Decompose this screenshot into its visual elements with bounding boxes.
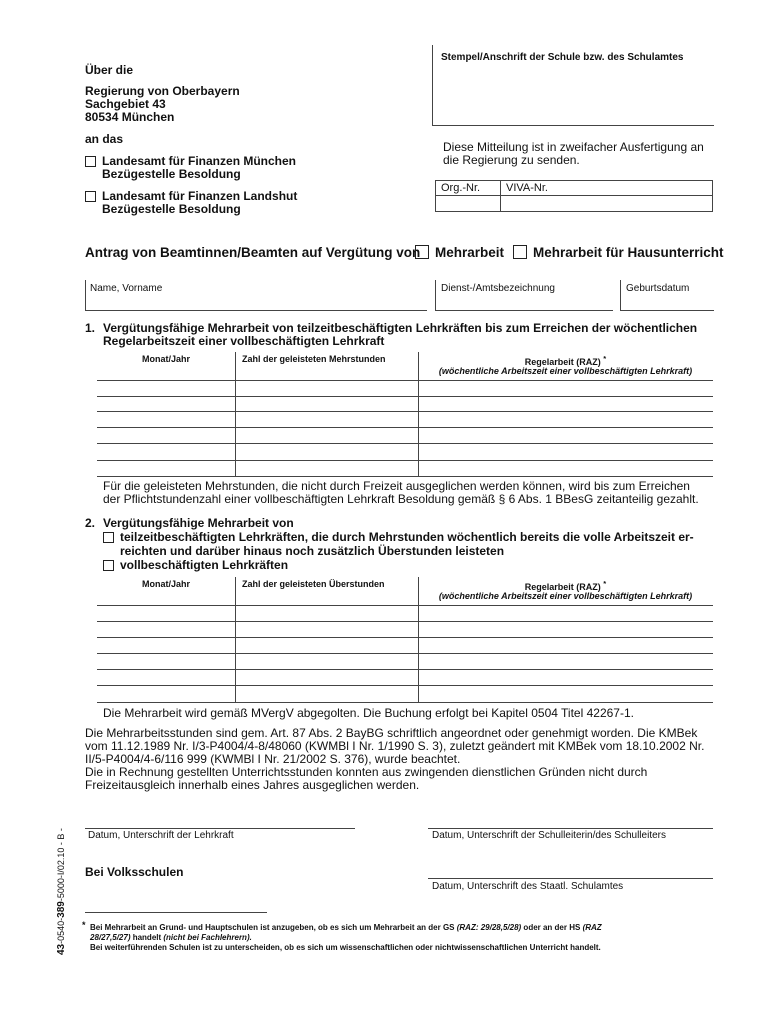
section1-title-1: Vergütungsfähige Mehrarbeit von teilzeitbeschäftigten Lehrkräften bis zum Erreichen der wöchentlichen [103,321,698,335]
section2-title: Vergütungsfähige Mehrarbeit von [103,516,294,530]
name-label: Name, Vorname [90,283,163,294]
org-viva-midline [435,195,713,196]
table-row [97,411,713,412]
teacher-signature-label: Datum, Unterschrift der Lehrkraft [88,830,234,841]
head-signature-label: Datum, Unterschrift der Schulleiterin/des Schulleiters [432,830,666,841]
option-hausunterricht[interactable]: Mehrarbeit für Hausunterricht [513,245,724,260]
head-signature-line[interactable] [428,828,713,829]
request-title: Antrag von Beamtinnen/Beamten auf Vergütung von [85,245,421,260]
section1-number: 1. [85,321,96,335]
footnote-line3: Bei weiterführenden Schulen ist zu unterscheiden, ob es sich um wissenschaftlichen oder nichtwissenschaftlichen Unterricht handelt. [90,943,601,952]
recipient-landshut-checkbox[interactable] [85,191,96,202]
section2-option-voll[interactable]: vollbeschäftigten Lehrkräften [103,559,288,572]
s2-col-hours: Zahl der geleisteten Überstunden [242,579,385,589]
recipient-muenchen[interactable]: Landesamt für Finanzen München [85,155,296,168]
s1-col-month: Monat/Jahr [141,354,190,364]
s2-col-month: Monat/Jahr [141,579,190,589]
recipient-landshut[interactable]: Landesamt für Finanzen Landshut [85,190,297,203]
section1-title-2: Regelarbeitszeit einer vollbeschäftigten Lehrkraft [103,334,385,348]
name-field-left [85,280,86,310]
name-field[interactable] [85,310,427,311]
table-row [97,605,713,606]
s2-col-raz-sub: (wöchentliche Arbeitszeit einer vollbeschäftigten Lehrkraft) [438,591,693,601]
footnote-star: * [82,920,86,930]
address-line2: Sachgebiet 43 [85,97,166,111]
option-hausunterricht-checkbox[interactable] [513,245,527,259]
footnote-line1: Bei Mehrarbeit an Grund- und Hauptschulen ist anzugeben, ob es sich um Mehrarbeit an der GS (RAZ: 29/28,5/28) oder an der HS (RAZ [90,923,602,932]
section2-option-voll-checkbox[interactable] [103,560,114,571]
table-row [97,476,713,477]
section2-number: 2. [85,516,96,530]
s1-col-hours: Zahl der geleisteten Mehrstunden [242,354,386,364]
section2-note: Die Mehrarbeit wird gemäß MVergV abgegolten. Die Buchung erfolgt bei Kapitel 0504 Titel 42267-1. [103,706,634,720]
table-row [97,685,713,686]
section1-note: Für die geleisteten Mehrstunden, die nicht durch Freizeit ausgeglichen werden können, wird bis zum Erreichen der Pflichtstundenzahl einer vollbeschäftigten Lehrkraft Besoldung gemäß § 6 Abs. 1 BBesG zeitanteilig gezahlt. [103,479,699,506]
option-mehrarbeit-checkbox[interactable] [415,245,429,259]
s1-col-raz-sub: (wöchentliche Arbeitszeit einer vollbeschäftigten Lehrkraft) [438,366,693,376]
viva-nr-label: VIVA-Nr. [506,182,548,194]
geburt-label: Geburtsdatum [626,283,690,294]
table-row [97,380,713,381]
schulamt-signature-line[interactable] [428,878,713,879]
address-line1: Regierung von Oberbayern [85,84,240,98]
address-to: an das [85,132,124,146]
table-row [97,443,713,444]
s2-col-raz-star: * [603,579,607,588]
table-row [97,702,713,703]
footnote-line2: 28/27,5/27) handelt (nicht bei Fachlehrern). [90,933,252,942]
s1-col-raz-star: * [603,354,607,363]
dienst-field[interactable] [435,310,613,311]
form-code: 43-0540-389-5000-I/02.10 - B - [56,828,67,955]
dienst-field-left [435,280,436,310]
org-viva-divider [500,180,501,212]
table-row [97,460,713,461]
teacher-signature-line[interactable] [85,828,355,829]
table-row [97,396,713,397]
table-row [97,621,713,622]
stamp-box-left [432,45,433,125]
stamp-label: Stempel/Anschrift der Schule bzw. des Schulamtes [441,52,684,63]
org-nr-label: Org.-Nr. [441,182,481,194]
section2-option-teilzeit[interactable]: teilzeitbeschäftigten Lehrkräften, die durch Mehrstunden wöchentlich bereits die volle Arbeitszeit er- [103,531,694,544]
stamp-box-bottom [432,125,714,126]
section2-option-teilzeit-2: reichten und darüber hinaus noch zusätzlich Überstunden leisteten [120,544,505,558]
legal-text: Die Mehrarbeitsstunden sind gem. Art. 87 Abs. 2 BayBG schriftlich angeordnet oder genehmigt worden. Die KMBek vom 11.12.1989 Nr. I/3-P4004/4-8/48060 (KWMBl I Nr. 1/1990 S. 3), zuletzt geändert mit KMBek vom 18.10.2002 Nr. II/5-P4004/4-6/116 999 (KWMBl I Nr. 21/2002 S. 376), wurde beachtet. Die in Rechnung gestellten Unterrichtsstunden konnten aus zwingenden dienstlichen Gründen nicht durch Freizeitausgleich innerhalb eines Jahres ausgeglichen werden. [85,726,705,792]
geburt-field[interactable] [620,310,714,311]
recipient-muenchen-checkbox[interactable] [85,156,96,167]
schulamt-signature-label: Datum, Unterschrift des Staatl. Schulamtes [432,881,624,892]
s2-col-raz: Regelarbeit (RAZ) * [524,579,607,592]
recipient-landshut-sub: Bezügestelle Besoldung [102,202,241,216]
volksschulen-heading: Bei Volksschulen [85,865,184,879]
recipient-muenchen-sub: Bezügestelle Besoldung [102,167,241,181]
s1-col-raz: Regelarbeit (RAZ) * [524,354,607,367]
geburt-field-left [620,280,621,310]
footnote-divider [85,912,267,913]
table-row [97,637,713,638]
section2-option-teilzeit-checkbox[interactable] [103,532,114,543]
table-row [97,653,713,654]
address-line3: 80534 München [85,110,175,124]
option-mehrarbeit[interactable]: Mehrarbeit [415,245,504,260]
table-row [97,427,713,428]
table-row [97,669,713,670]
notice-text: Diese Mitteilung ist in zweifacher Ausfertigung an die Regierung zu senden. [443,140,704,167]
address-via: Über die [85,63,134,77]
dienst-label: Dienst-/Amtsbezeichnung [441,283,555,294]
